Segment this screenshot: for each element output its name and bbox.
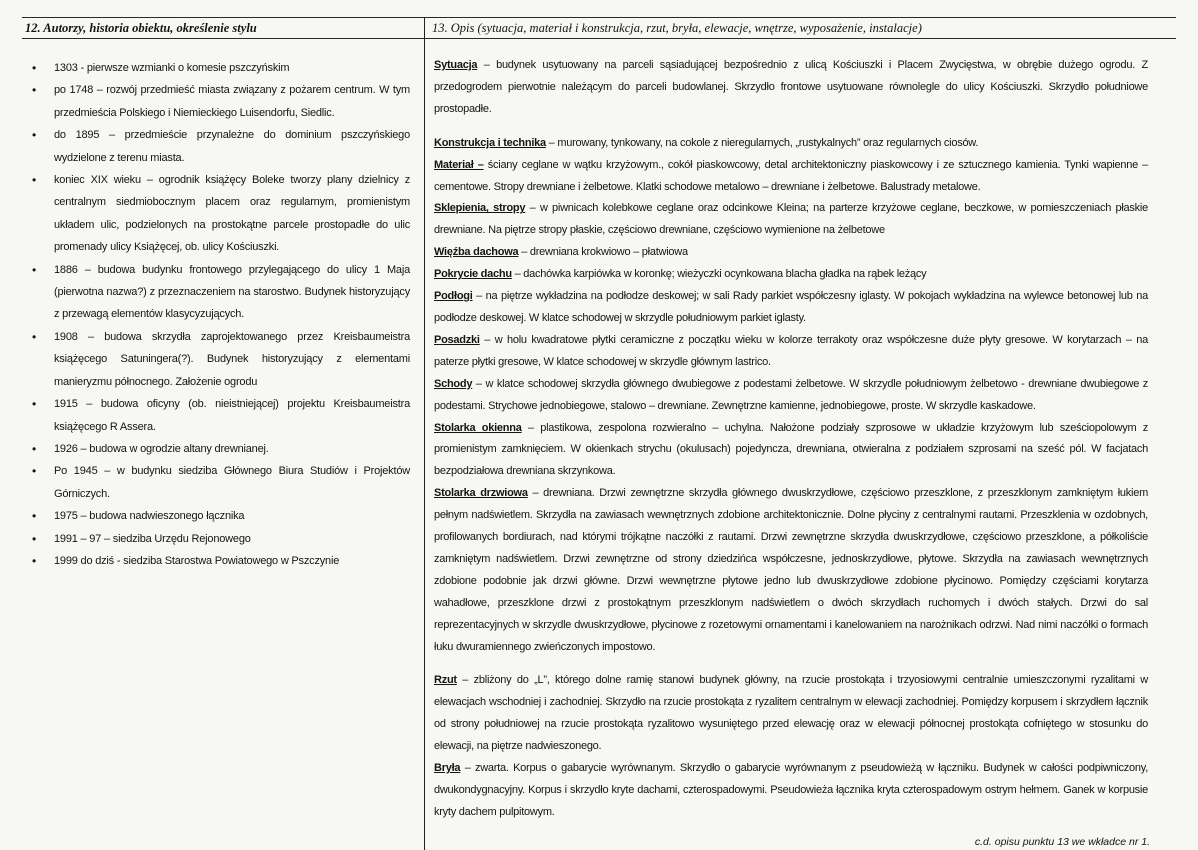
continuation-note: c.d. opisu punktu 13 we wkładce nr 1. bbox=[974, 836, 1150, 848]
paragraph-podlogi bbox=[434, 286, 1148, 330]
history-item: • 1915 – budowa oficyny (ob. nieistniejącej) projektu Kreisbaumeistra książęcego R Assera. bbox=[32, 393, 410, 438]
paragraph-text: – murowany, tynkowany, na cokole z nieregularnych, „rustykalnych” oraz regularnych ciosów. bbox=[545, 136, 979, 149]
paragraph-text: – budynek usytuowany na parceli sąsiadującej bezpośrednio z ulicą Kościuszki i Placem Zwycięstwa, w obrębie dużego ogrodu. Z przedogrodem pierwotnie należącym do parceli budowlanej. Skrzydło frontowe usytuowane równolegle do ulicy Kościuszki. Skrzydło południowe prostopadłe. bbox=[434, 59, 1148, 115]
history-item: • 1991 – 97 – siedziba Urzędu Rejonowego bbox=[32, 528, 410, 550]
spacer bbox=[434, 658, 1148, 670]
paragraph-text: – na piętrze wykładzina na podłodze deskowej; w sali Rady parkiet współczesny iglasty. W pokojach wykładzina na wylewce betonowej lub na podłodze deskowej. W klatce schodowej w skrzydle południowym parkiet iglasty. bbox=[434, 290, 1148, 324]
paragraph-stolarka-drzwiowa bbox=[434, 483, 1148, 658]
top-rule bbox=[22, 17, 1176, 18]
paragraph-text: – drewniana. Drzwi zewnętrzne skrzydła głównego dwuskrzydłowe, częściowo przeszklone, z przeszklonym zamkniętym łukiem pełnym nadświetlem. Skrzydła na zawiasach wewnętrznych zdobione architektonicznie. Dolne płyciny z centralnymi rautami. Przeszklenia w ozdobnych, profilowanych bordiurach, nad którymi trójkątne naczółki z rautami. Drzwi zewnętrzne skrzydła dwuskrzydłowe, częściowo przeszklone, a półkoliście zamkniętym nadświetlem. Drzwi zewnętrzne od strony dziedzińca współczesne, jednoskrzydłowe, płytowe. Skrzydła na zawiasach wewnętrznych zdobione podobnie jak drzwi główne. Drzwi wewnętrzne płytowe jedno lub dwuskrzydłowe zdobione płycinowo. Pomiędzy częściami korytarza wahadłowe, przeszklone drzwi z prostokątnym przeszklonym nadświetlem o dwóch skrzydłach ruchomych i dwóch stałych. Drzwi do sal reprezentacyjnych w skrzydle dwuskrzydłowe, płycinowe z rozetowymi ornamentami i kanelowaniem na narożnikach odrzwi. Nad nimi naczółki o formach łuku dwuramiennego zwieńczonych impostowo. bbox=[434, 487, 1148, 653]
term-label: Schody bbox=[434, 377, 473, 390]
paragraph-stolarka-okienna bbox=[434, 418, 1148, 484]
paragraph-sklepienia bbox=[434, 198, 1148, 242]
paragraph-text: – drewniana krokwiowo – płatwiowa bbox=[518, 246, 688, 259]
paragraph-text: – w holu kwadratowe płytki ceramiczne z początku wieku w kolorze terrakoty oraz współczesne duże płyty gresowe. W korytarzach – na paterze płytki gresowe, W klatce schodowej w skrzydle głównym lastrico. bbox=[434, 333, 1148, 368]
spacer bbox=[434, 121, 1148, 133]
paragraph-text: – zbliżony do „L”, którego dolne ramię stanowi budynek główny, na rzucie prostokąta i trzyosiowymi centralnie umieszczonymi ryzalitami w elewacjach wschodniej i zachodniej. Skrzydło na rzucie prostokąta z ryzalitem centralnym w elewacji zachodniej. Pomiędzy korpusem i skrzydłem łącznik od strony południowej na rzucie prostokąta ryzalitowo wysuniętego przed elewację oraz w elewacji północnej prostokąta cofniętego w stosunku do elewacji, na piętrze nadwieszonego. bbox=[434, 674, 1148, 753]
term-label: Bryła bbox=[434, 762, 461, 775]
term-label: Pokrycie dachu bbox=[434, 268, 512, 281]
section12-heading-rule bbox=[22, 38, 424, 39]
paragraph-schody bbox=[434, 374, 1148, 418]
paragraph-wiezba bbox=[434, 242, 1148, 264]
paragraph-text: – w piwnicach kolebkowe ceglane oraz odcinkowe Kleina; na parterze krzyżowe ceglane, beczkowe, w pomieszczeniach płaskie drewniane. Na piętrze stropy płaskie, częściowo drewniane, częściowo wymienione na żelbetowe bbox=[434, 202, 1148, 237]
paragraph-text: – dachówka karpiówka w koronkę; wieżyczki ocynkowana blacha gładka na rąbek leżący bbox=[511, 268, 927, 281]
section12-heading: 12. Autorzy, historia obiektu, określenie stylu bbox=[25, 21, 257, 35]
term-label: Posadzki bbox=[434, 333, 480, 346]
paragraph-bryla bbox=[434, 758, 1148, 824]
history-item: • 1975 – budowa nadwieszonego łącznika bbox=[32, 505, 410, 527]
description-column bbox=[434, 55, 1148, 824]
history-item: • do 1895 – przedmieście przynależne do dominium pszczyńskiego wydzielone z terenu miasta. bbox=[32, 124, 410, 169]
history-item: • 1999 do dziś - siedziba Starostwa Powiatowego w Pszczynie bbox=[32, 550, 410, 572]
term-label: Rzut bbox=[434, 674, 457, 687]
paragraph-posadzki bbox=[434, 330, 1148, 374]
section13-heading: 13. Opis (sytuacja, materiał i konstrukcja, rzut, bryła, elewacje, wnętrze, wyposażenie, instalacje) bbox=[432, 21, 922, 35]
term-label: Więźba dachowa bbox=[434, 246, 519, 259]
term-label: Stolarka okienna bbox=[434, 421, 522, 434]
column-divider bbox=[424, 17, 425, 850]
term-label: Sytuacja bbox=[434, 59, 478, 71]
history-item: • 1303 - pierwsze wzmianki o komesie pszczyńskim bbox=[32, 57, 410, 79]
history-list bbox=[32, 57, 410, 572]
paragraph-text: – plastikowa, zespolona rozwieralno – uchylna. Nałożone podziały szprosowe w układzie krzyżowym lub sześciopolowym z promienistym zamknięciem. W okienkach strychu (okulusach) pojedyncza, drewniana, otwieralna z podziałem szprosami na sześć pól. W facjatach bezpodziałowa drewniana skrzynkowa. bbox=[434, 421, 1148, 478]
term-label: Konstrukcja i technika bbox=[434, 136, 546, 149]
history-item: • Po 1945 – w budynku siedziba Głównego Biura Studiów i Projektów Górniczych. bbox=[32, 460, 410, 505]
term-label: Stolarka drzwiowa bbox=[434, 487, 528, 500]
paragraph-konstrukcja bbox=[434, 133, 1148, 155]
paragraph-material bbox=[434, 155, 1148, 199]
paragraph-rzut bbox=[434, 670, 1148, 758]
history-item: • 1908 – budowa skrzydła zaprojektowanego przez Kreisbaumeistra książęcego Satuningera(?). Budynek historyzujący z elementami manieryzmu północnego. Założenie ogrodu bbox=[32, 326, 410, 393]
history-item: • koniec XIX wieku – ogrodnik książęcy Boleke tworzy plany dzielnicy z centralnym siedmiobocznym placem oraz regularnym, promienistym układem ulic, podzielonych na prostokątne parcele prostopadłe do ulic promenady ulicy Książęcej, ob. ulicy Kościuszki. bbox=[32, 169, 410, 259]
section13-heading-rule bbox=[424, 38, 1176, 39]
history-item: • 1926 – budowa w ogrodzie altany drewnianej. bbox=[32, 438, 410, 460]
paragraph-text: ściany ceglane w wątku krzyżowym., cokół piaskowcowy, detal architektoniczny piaskowcowy i ze sztucznego kamienia. Tynki wapienne – cementowe. Stropy drewniane i żelbetowe. Klatki schodowe metalowo – drewniane i żelbetowe. Balustrady metalowe. bbox=[434, 158, 1148, 193]
paragraph-text: – w klatce schodowej skrzydła głównego dwubiegowe z podestami żelbetowe. W skrzydle południowym żelbetowo - drewniane dwubiegowe z podestami. Strychowe jednobiegowe, stalowo – drewniane. Zewnętrzne kamienne, jednobiegowe, proste. W skrzydle kaskadowe. bbox=[434, 377, 1148, 412]
term-label: Sklepienia, stropy bbox=[434, 202, 526, 215]
history-item: • po 1748 – rozwój przedmieść miasta związany z pożarem centrum. W tym przedmieścia Polskiego i Niemieckiego Luisendorfu, Siedlic. bbox=[32, 79, 410, 124]
term-label: Materiał – bbox=[434, 158, 484, 171]
paragraph-text: – zwarta. Korpus o gabarycie wyrównanym. Skrzydło o gabarycie wyrównanym z pseudowieżą w łączniku. Budynek w całości podpiwniczony, dwukondygnacyjny. Korpus i skrzydło kryte dachami, czterospadowymi. Pseudowieża łącznika kryta czterospadowym ostrym hełmem. Ganek w korpusie kryty dachem pulpitowym. bbox=[434, 762, 1148, 818]
term-label: Podłogi bbox=[434, 290, 473, 303]
paragraph-pokrycie bbox=[434, 264, 1148, 286]
paragraph-sytuacja bbox=[434, 55, 1148, 121]
history-item: • 1886 – budowa budynku frontowego przylegającego do ulicy 1 Maja (pierwotna nazwa?) z przeznaczeniem na starostwo. Budynek historyzujący z przewagą elementów klasycyzujących. bbox=[32, 259, 410, 326]
